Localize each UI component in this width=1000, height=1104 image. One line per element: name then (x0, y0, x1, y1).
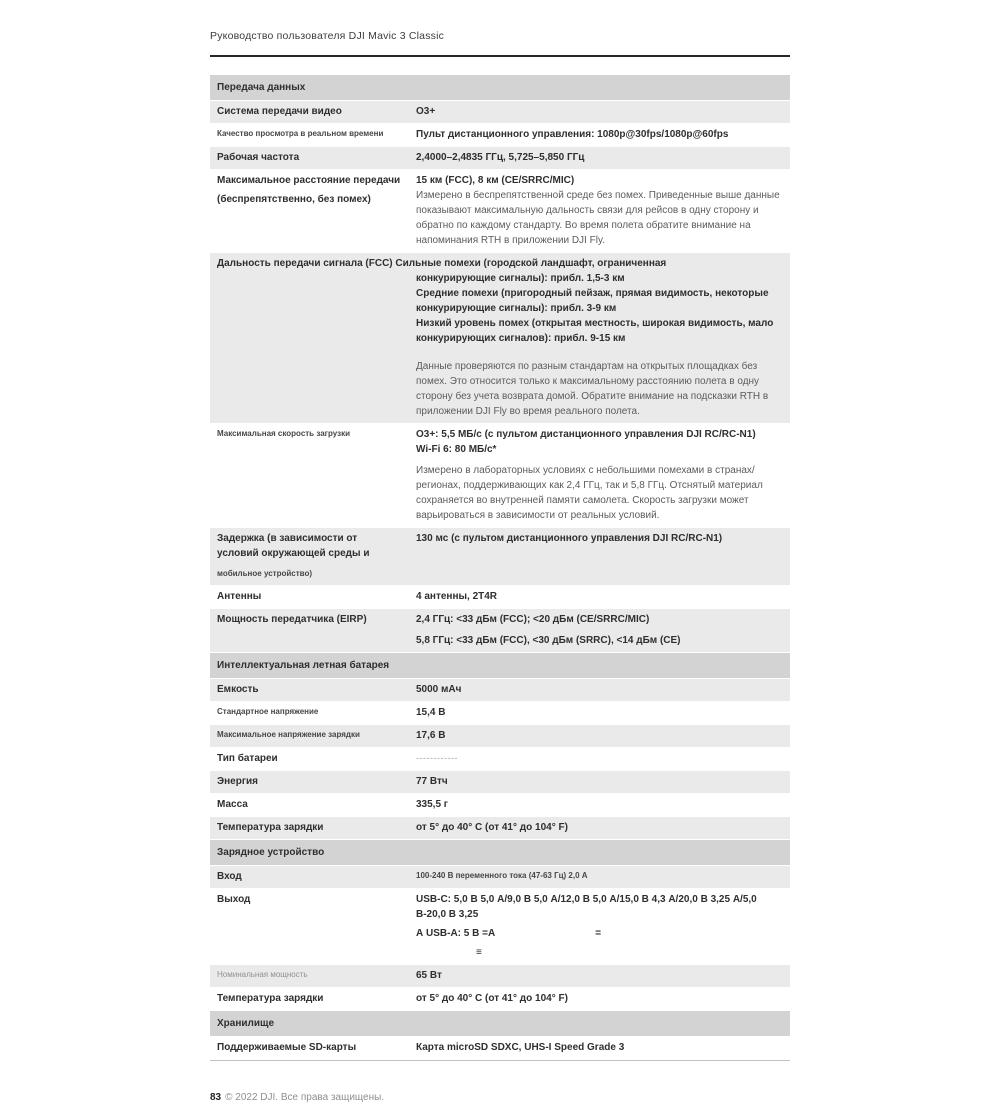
spec-value-line: конкурирующих сигналов): прибл. 9-15 км (416, 333, 626, 344)
spec-value-line: 5000 мАч (416, 684, 462, 695)
row-label (217, 150, 416, 165)
spec-value-line: конкурирующие сигналы): прибл. 1,5-3 км (416, 273, 625, 284)
row-label (217, 1040, 416, 1055)
spec-value-line: Средние помехи (пригородный пейзаж, прямая видимость, некоторые (416, 288, 769, 299)
row-fullspan-text: Дальность передачи сигнала (FCC) Сильные помехи (городской ландшафт, ограниченная (217, 258, 667, 269)
spec-value-line: конкурирующие сигналы): прибл. 3-9 км (416, 303, 617, 314)
spec-row (210, 817, 790, 840)
spec-value-line: от 5° до 40° C (от 41° до 104° F) (416, 822, 568, 833)
row-label (217, 968, 416, 983)
copyright-text: © 2022 DJI. Все права защищены. (225, 1092, 385, 1103)
spec-row (210, 147, 790, 170)
row-value (416, 751, 783, 766)
row-label (217, 104, 416, 119)
spec-label-line: условий окружающей среды и (217, 548, 370, 559)
spec-row (210, 702, 790, 725)
manual-page (210, 30, 790, 1104)
spec-value-line: 2,4 ГГц: <33 дБм (FCC); <20 дБм (CE/SRRC/MIC) (416, 614, 650, 625)
spec-label-line: Температура зарядки (217, 822, 324, 833)
spec-value-line: O3+ (416, 106, 436, 117)
spec-value-line: Пульт дистанционного управления: 1080p@30fps/1080p@60fps (416, 129, 729, 140)
section-header-row (210, 1011, 790, 1037)
spec-row (210, 253, 790, 424)
spec-label-line: Максимальное расстояние передачи (217, 175, 401, 186)
spec-value-line: 100-240 В переменного тока (47-63 Гц) 2,0 А (416, 871, 588, 880)
spec-value-line: Wi-Fi 6: 80 МБ/с* (416, 444, 497, 455)
spec-label-line: Поддерживаемые SD-карты (217, 1042, 357, 1053)
spec-value-line: Измерено в лабораторных условиях с небольшими помехами в странах/регионах, поддерживающих как 2,4 ГГц, так и 5,8 ГГц. Отснятый материал сохраняется во внутренней памяти самолета. Скорость загрузки может варьироваться в зависимости от реальных условий. (416, 465, 763, 521)
row-value (416, 820, 783, 835)
spec-label-line: Номинальная мощность (217, 970, 308, 979)
spec-row (210, 889, 790, 965)
spec-label-line: Вход (217, 871, 242, 882)
spec-label-line: мобильное устройство) (217, 569, 312, 578)
row-value (416, 705, 783, 720)
spec-label-line: Масса (217, 799, 248, 810)
spec-row (210, 794, 790, 817)
section-title: Зарядное устройство (217, 847, 325, 858)
spec-label-line: Рабочая частота (217, 152, 300, 163)
row-value (416, 968, 783, 983)
row-value (416, 150, 783, 165)
row-label (217, 728, 416, 743)
row-label (217, 820, 416, 835)
spec-label-line: Мощность передатчика (EIRP) (217, 614, 367, 625)
spec-row (210, 1037, 790, 1060)
spec-value-line: 17,6 В (416, 730, 446, 741)
spec-row (210, 748, 790, 771)
row-label (217, 774, 416, 789)
row-label (217, 173, 416, 248)
spec-row (210, 424, 790, 528)
row-value (416, 1040, 783, 1055)
spec-row (210, 679, 790, 702)
section-title: Интеллектуальная летная батарея (217, 660, 390, 671)
spec-row (210, 965, 790, 988)
row-label (217, 797, 416, 812)
spec-label-line: Энергия (217, 776, 258, 787)
spec-row (210, 528, 790, 586)
spec-value-line: 4 антенны, 2T4R (416, 591, 498, 602)
row-label (217, 271, 416, 419)
document-title: Руководство пользователя DJI Mavic 3 Classic (210, 30, 445, 42)
spec-value-line: от 5° до 40° C (от 41° до 104° F) (416, 993, 568, 1004)
spec-value-line: ≡ (476, 947, 482, 958)
row-label (217, 991, 416, 1006)
spec-label-line: Выход (217, 894, 251, 905)
spec-value-line: Данные проверяются по разным стандартам на открытых площадках без помех. Это относится только к максимальному расстоянию полета в одну сторону без учета возврата домой. Обратите внимание на подсказки RTH в приложении DJI Fly во время реального полета. (416, 361, 769, 417)
spec-value-line: Карта microSD SDXC, UHS-I Speed Grade 3 (416, 1042, 625, 1053)
row-value (416, 612, 783, 648)
spec-value-line: USB-C: 5,0 В 5,0 А/9,0 В 5,0 А/12,0 В 5,0 А/15,0 В 4,3 А/20,0 В 3,25 А/5,0 В-20,0 В 3,25 (416, 894, 757, 920)
row-label (217, 682, 416, 697)
spec-row (210, 170, 790, 253)
spec-value-line: Низкий уровень помех (открытая местность, широкая видимость, мало (416, 318, 774, 329)
row-value (416, 589, 783, 604)
row-label (217, 612, 416, 648)
spec-value-line: 5,8 ГГц: <33 дБм (FCC), <30 дБм (SRRC), <14 дБм (CE) (416, 635, 681, 646)
row-value (416, 728, 783, 743)
spec-row (210, 124, 790, 147)
spec-label-line: Емкость (217, 684, 259, 695)
spec-row (210, 771, 790, 794)
spec-value-line: ------------ (416, 753, 458, 763)
spec-row (210, 101, 790, 124)
spec-row (210, 609, 790, 653)
row-label (217, 531, 416, 581)
section-header-row (210, 840, 790, 866)
spec-row (210, 866, 790, 889)
spec-label-line: Система передачи видео (217, 106, 342, 117)
row-value (416, 869, 783, 884)
row-label (217, 869, 416, 884)
spec-value-line: А USB-A: 5 В =А = (416, 928, 602, 939)
spec-value-line: 2,4000–2,4835 ГГц, 5,725–5,850 ГГц (416, 152, 585, 163)
section-header-row (210, 75, 790, 101)
spec-row (210, 586, 790, 609)
row-label (217, 127, 416, 142)
dc-symbol-glyph: = (595, 928, 602, 939)
row-value (416, 173, 783, 248)
row-value (416, 682, 783, 697)
spec-label-line: Тип батареи (217, 753, 278, 764)
spec-row (210, 725, 790, 748)
spec-value-line: Измерено в беспрепятственной среде без помех. Приведенные выше данные показывают максимальную дальность связи для рейсов в одну сторону и обратно по каждому стандарту. Во время полета обратите внимание на напоминания RTH в приложении DJI Fly. (416, 190, 780, 246)
spec-label-line: Температура зарядки (217, 993, 324, 1004)
spec-label-line: (беспрепятственно, без помех) (217, 194, 371, 205)
row-label (217, 705, 416, 720)
row-value (416, 892, 783, 960)
spec-value-line: 15,4 В (416, 707, 446, 718)
row-value (416, 531, 783, 581)
spec-label-line: Задержка (в зависимости от (217, 533, 358, 544)
spec-value-line: 15 км (FCC), 8 км (CE/SRRC/MIC) (416, 175, 575, 186)
spec-value-line: 335,5 г (416, 799, 448, 810)
spec-value-line: 130 мс (с пультом дистанционного управления DJI RC/RC-N1) (416, 533, 723, 544)
row-value (416, 797, 783, 812)
spec-table (210, 75, 790, 1061)
spec-value-line: 65 Вт (416, 970, 442, 981)
page-footer (210, 1091, 790, 1104)
row-label (217, 589, 416, 604)
spec-label-line: Антенны (217, 591, 262, 602)
row-value (416, 104, 783, 119)
spec-label-line: Стандартное напряжение (217, 707, 319, 716)
spec-label-line: Максимальное напряжение зарядки (217, 730, 360, 739)
page-number: 83 (210, 1092, 222, 1103)
row-value (416, 774, 783, 789)
row-label (217, 427, 416, 523)
row-value (416, 427, 783, 523)
row-label (217, 751, 416, 766)
spec-value-line: O3+: 5,5 МБ/с (с пультом дистанционного управления DJI RC/RC-N1) (416, 429, 756, 440)
row-label (217, 892, 416, 960)
spec-label-line: Максимальная скорость загрузки (217, 429, 350, 438)
section-title: Хранилище (217, 1018, 275, 1029)
spec-label-line: Качество просмотра в реальном времени (217, 129, 384, 138)
section-header-row (210, 653, 790, 679)
row-value (416, 271, 783, 419)
section-title: Передача данных (217, 82, 306, 93)
spec-value-line: 77 Втч (416, 776, 448, 787)
row-value (416, 991, 783, 1006)
header-divider (210, 55, 790, 57)
row-value (416, 127, 783, 142)
